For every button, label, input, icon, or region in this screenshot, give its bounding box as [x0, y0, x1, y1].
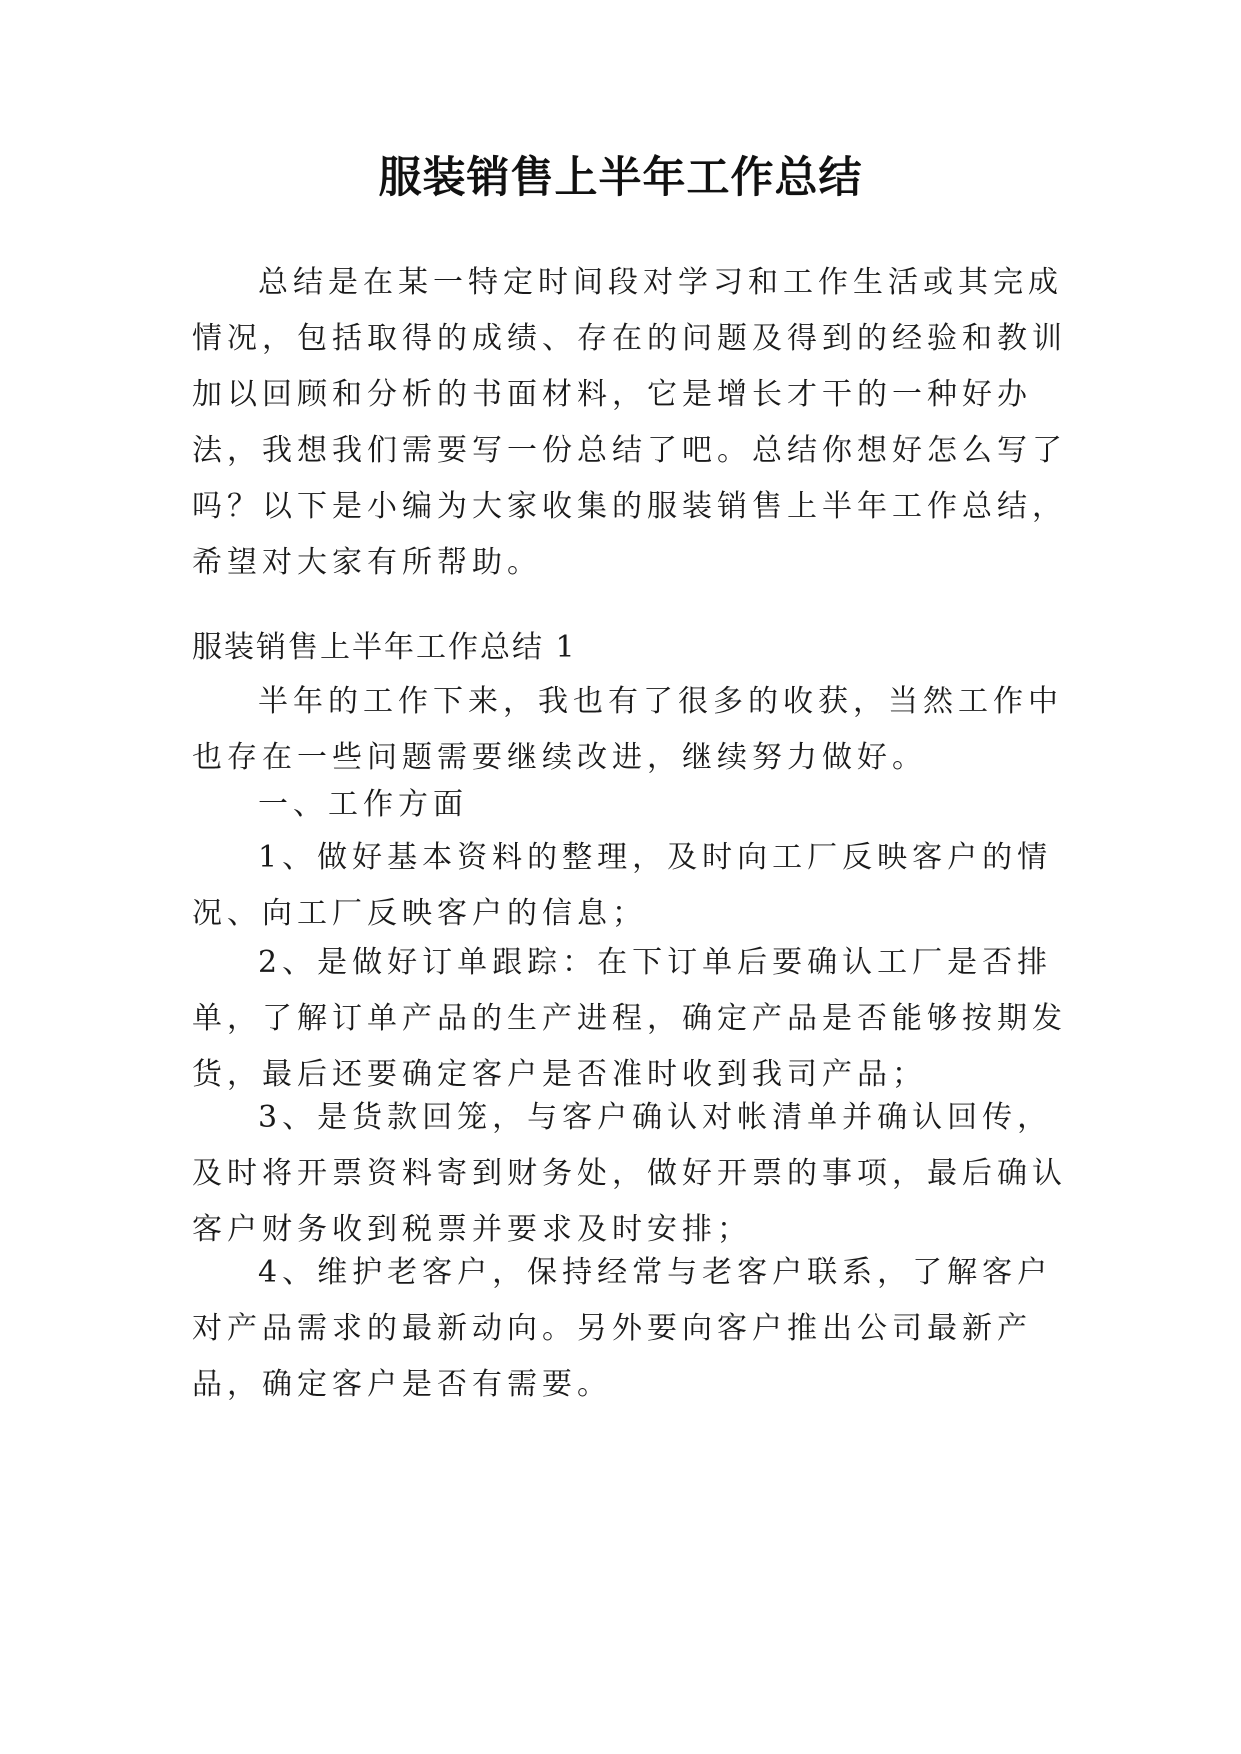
section-heading: 服装销售上半年工作总结 1 [192, 630, 577, 665]
page-title: 服装销售上半年工作总结 [378, 153, 863, 203]
intro-paragraph: 总结是在某一特定时间段对学习和工作生活或其完成情况，包括取得的成绩、存在的问题及得到的经验和教训加以回顾和分析的书面材料，它是增长才干的一种好办法，我想我们需要写一份总结了吧。总结你想好怎么写了吗？以下是小编为大家收集的服装销售上半年工作总结，希望对大家有所帮助。 [192, 265, 1067, 580]
section-paragraph-1: 半年的工作下来，我也有了很多的收获，当然工作中也存在一些问题需要继续改进，继续努力做好。 [192, 684, 1063, 775]
list-item-1: 1、做好基本资料的整理，及时向工厂反映客户的情况、向工厂反映客户的信息； [192, 840, 1053, 931]
list-item-2: 2、是做好订单跟踪：在下订单后要确认工厂是否排单，了解订单产品的生产进程，确定产品是否能够按期发货，最后还要确定客户是否准时收到我司产品； [192, 945, 1067, 1092]
list-item-4: 4、维护老客户，保持经常与老客户联系，了解客户对产品需求的最新动向。另外要向客户推出公司最新产品，确定客户是否有需要。 [192, 1255, 1053, 1402]
subheading-work: 一、工作方面 [258, 787, 468, 822]
list-item-3: 3、是货款回笼，与客户确认对帐清单并确认回传，及时将开票资料寄到财务处，做好开票的事项，最后确认客户财务收到税票并要求及时安排； [192, 1100, 1067, 1247]
